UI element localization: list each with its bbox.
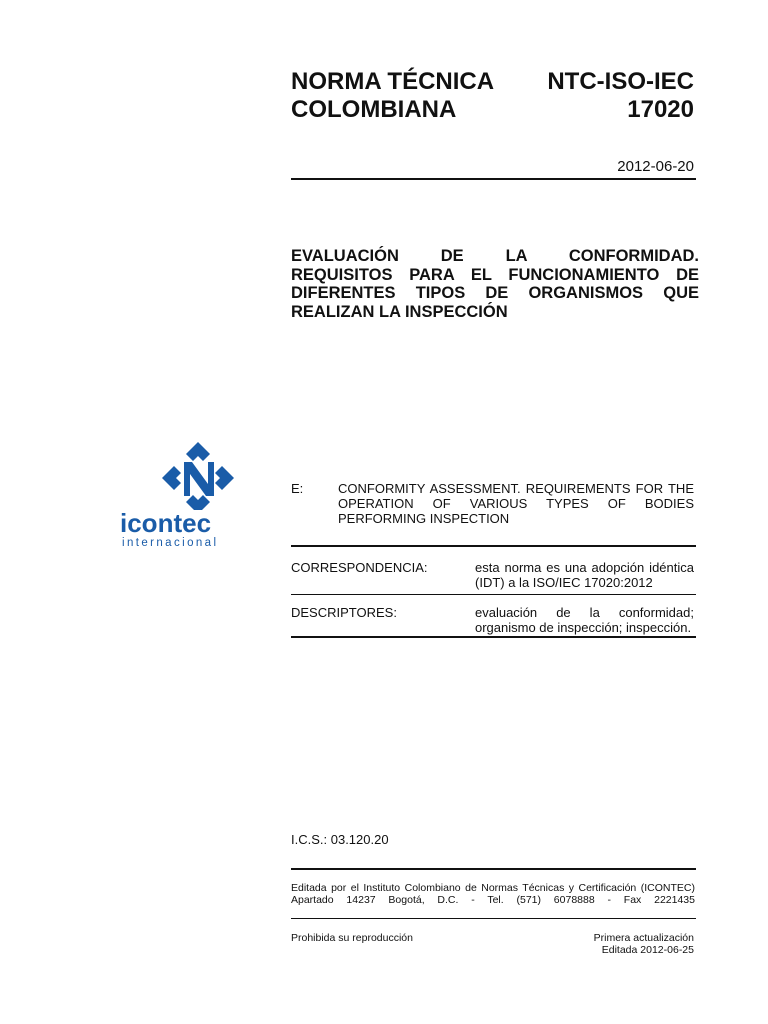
standard-code-line2: 17020	[627, 96, 694, 123]
icontec-logo-icon	[138, 440, 258, 510]
english-title	[338, 481, 694, 526]
document-title	[291, 247, 699, 321]
standard-code-line1: NTC-ISO-IEC	[547, 68, 694, 95]
correspondencia-line2: (IDT) a la ISO/IEC 17020:2012	[475, 575, 653, 590]
metadata-mid-divider	[291, 594, 696, 595]
editor-line1: Editada por el Instituto Colombiano de Normas Técnicas y Certificación (ICONTEC)	[291, 882, 695, 894]
update-info	[540, 932, 694, 956]
descriptores-value	[475, 605, 694, 635]
logo-subtitle: internacional	[122, 537, 219, 549]
english-line1: CONFORMITY ASSESSMENT. REQUIREMENTS FOR THE	[338, 481, 694, 496]
footer-divider	[291, 918, 696, 919]
correspondencia-line1: esta norma es una adopción idéntica	[475, 560, 694, 575]
standard-type-heading	[291, 68, 494, 124]
update-line2: Editada 2012-06-25	[601, 944, 694, 956]
standard-type-line2: COLOMBIANA	[291, 96, 457, 123]
descriptores-label: DESCRIPTORES:	[291, 605, 397, 620]
descriptores-line2: organismo de inspección; inspección.	[475, 620, 692, 635]
standard-code-heading	[540, 68, 694, 124]
correspondencia-label: CORRESPONDENCIA:	[291, 560, 428, 575]
title-line2: REQUISITOS PARA EL FUNCIONAMIENTO DE	[291, 265, 699, 284]
english-line3: PERFORMING INSPECTION	[338, 511, 510, 526]
metadata-top-divider	[291, 545, 696, 547]
editor-line2: Apartado 14237 Bogotá, D.C. - Tel. (571) 6078888 - Fax 2221435	[291, 894, 695, 906]
ics-code: I.C.S.: 03.120.20	[291, 832, 389, 847]
descriptores-line1: evaluación de la conformidad;	[475, 605, 694, 620]
editor-divider	[291, 868, 696, 870]
english-line2: OPERATION OF VARIOUS TYPES OF BODIES	[338, 496, 694, 511]
title-line1: EVALUACIÓN DE LA CONFORMIDAD.	[291, 247, 699, 265]
editor-info	[291, 882, 695, 906]
logo-wordmark: icontec	[120, 508, 212, 538]
reproduction-notice: Prohibida su reproducción	[291, 932, 413, 944]
standard-type-line1: NORMA TÉCNICA	[291, 68, 495, 95]
english-key: E:	[291, 481, 304, 496]
metadata-bottom-divider	[291, 636, 696, 638]
publication-date: 2012-06-20	[617, 158, 694, 175]
title-line4: REALIZAN LA INSPECCIÓN	[291, 302, 508, 321]
title-line3: DIFERENTES TIPOS DE ORGANISMOS QUE	[291, 284, 699, 302]
header-divider	[291, 178, 696, 180]
correspondencia-value	[475, 560, 694, 590]
update-line1: Primera actualización	[593, 932, 694, 944]
